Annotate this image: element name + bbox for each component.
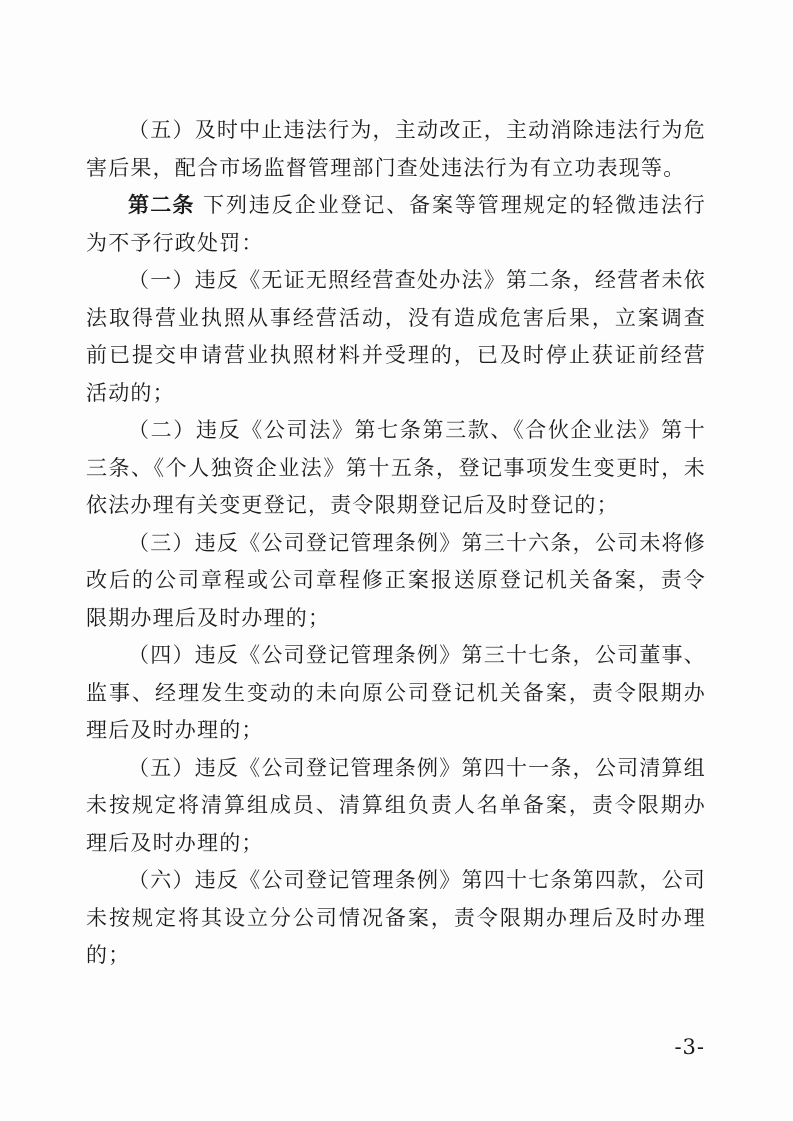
paragraph-text: （五）违反《公司登记管理条例》第四十一条，公司清算组未按规定将清算组成员、清算组负责人名单备案，责令限期办理后及时办理的； [86, 755, 706, 855]
paragraph-item-6 [86, 862, 706, 975]
paragraph-item-5 [86, 750, 706, 863]
paragraph-text: （二）违反《公司法》第七条第三款、《合伙企业法》第十三条、《个人独资企业法》第十五条，登记事项发生变更时，未依法办理有关变更登记，责令限期登记后及时登记的； [86, 418, 706, 517]
page-number: -3- [674, 1035, 705, 1059]
paragraph-text: （三）违反《公司登记管理条例》第三十六条，公司未将修改后的公司章程或公司章程修正案报送原登记机关备案，责令限期办理后及时办理的； [86, 530, 706, 630]
document-body [86, 112, 706, 975]
paragraph-clause-5-conduct [86, 112, 706, 187]
paragraph-item-2 [86, 412, 706, 525]
paragraph-item-1 [86, 262, 706, 412]
article-heading: 第二条 [128, 193, 195, 217]
paragraph-text: （六）违反《公司登记管理条例》第四十七条第四款，公司未按规定将其设立分公司情况备案，责令限期办理后及时办理的； [86, 868, 706, 967]
paragraph-item-3 [86, 525, 706, 638]
paragraph-text: 下列违反企业登记、备案等管理规定的轻微违法行为不予行政处罚： [86, 193, 707, 255]
paragraph-article-2 [86, 187, 706, 262]
paragraph-item-4 [86, 637, 706, 750]
paragraph-text: （四）违反《公司登记管理条例》第三十七条，公司董事、监事、经理发生变动的未向原公司登记机关备案，责令限期办理后及时办理的； [86, 643, 706, 742]
paragraph-text: （一）违反《无证无照经营查处办法》第二条，经营者未依法取得营业执照从事经营活动，没有造成危害后果，立案调查前已提交申请营业执照材料并受理的，已及时停止获证前经营活动的； [86, 268, 706, 405]
paragraph-text: （五）及时中止违法行为，主动改正，主动消除违法行为危害后果，配合市场监督管理部门查处违法行为有立功表现等。 [86, 118, 706, 180]
